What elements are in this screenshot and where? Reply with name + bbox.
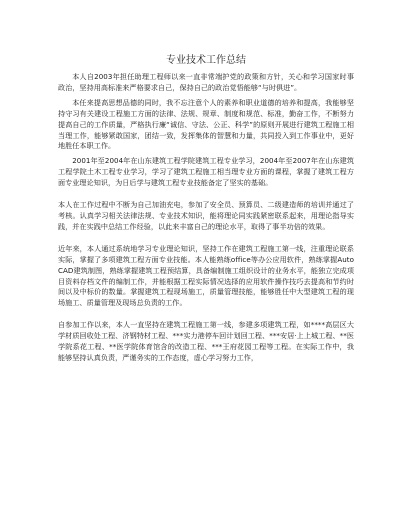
paragraph-2: 本任来提高思想品德的同时，我不忘注意个人的素养和职业道德的培养和提高，我能够坚持守习有关建设工程施工方面的法律、法规、规章、制度和规范、标准，勤奋工作，不断努力提高自己的工作质量，严格执行廉“诚信、守法、公正、科学”的原则开展进行建筑工程施工相当理工作，能够紧敢国家，团结一致，发挥集体的智慧和力量，共同投入到工作事业中，更好地胜任本职工作。 bbox=[58, 97, 354, 151]
paragraph-3: 2001年至2004年在山东建筑工程学院建筑工程专业学习，2004年至2007年在山东建筑工程学院土木工程专业学习，学习了建筑工程施工相当理专业方面的课程，掌握了建筑工程方面专业理论知识，为日后学与建筑工程专业技能备定了坚实的基础。 bbox=[58, 156, 354, 188]
paragraph-6: 自参加工作以来，本人一直坚持在建筑工程施工第一线，参建多项建筑工程，如****高层区大学材质回收处工程、济钢特材工程、***实力港停车回计划回工程、***安居·上上城工程、**医学院系花工程、**医学院体育馆含的改造工程、***王府花园工程等工程。在实际工作中，我能够坚持认真负责，严谨务实的工作态度，虚心学习努力工作， bbox=[58, 320, 354, 362]
paragraph-5: 近年来，本人通过系统地学习专业理论知识，坚持工作在建筑工程施工第一线，注重理论联系实际，掌握了多项建筑工程方面专业技能。本人能熟练office等办公应用软件，熟练掌握Auto CAD建筑制图，熟练掌握建筑工程预结算，具备编制施工组织设计的业务水平，能独立完成项目资料存档文件的编制工作，并能根据工程实际情况选择的应用软件操作技巧去提高和节约时间以及中标价的数量。掌握建筑工程现场施工，质量管理技能，能够胜任中大型建筑工程的现场施工、质量管理及现场总负责的工作。 bbox=[58, 243, 354, 308]
document-title: 专业技术工作总结 bbox=[166, 55, 246, 66]
paragraph-1: 本人自2003年担任助理工程师以来一直非常端护党的政策和方针，关心和学习国家时事政治，坚持用高标准来严格要求自己，保持自己的政治觉悟能够“与时俱进”。 bbox=[58, 72, 354, 92]
paragraph-4: 本人在工作过程中不断为自己加油充电，参加了安全员、预算员、二级建造师的培训并通过了考核。认真学习相关法律法规、专业技术知识，能将理论同实践紧密联系起来，用理论指导实践，并在实践中总结工作经验，以此来丰富自己的理论水平，取得了事半功倍的效果。 bbox=[58, 200, 354, 231]
